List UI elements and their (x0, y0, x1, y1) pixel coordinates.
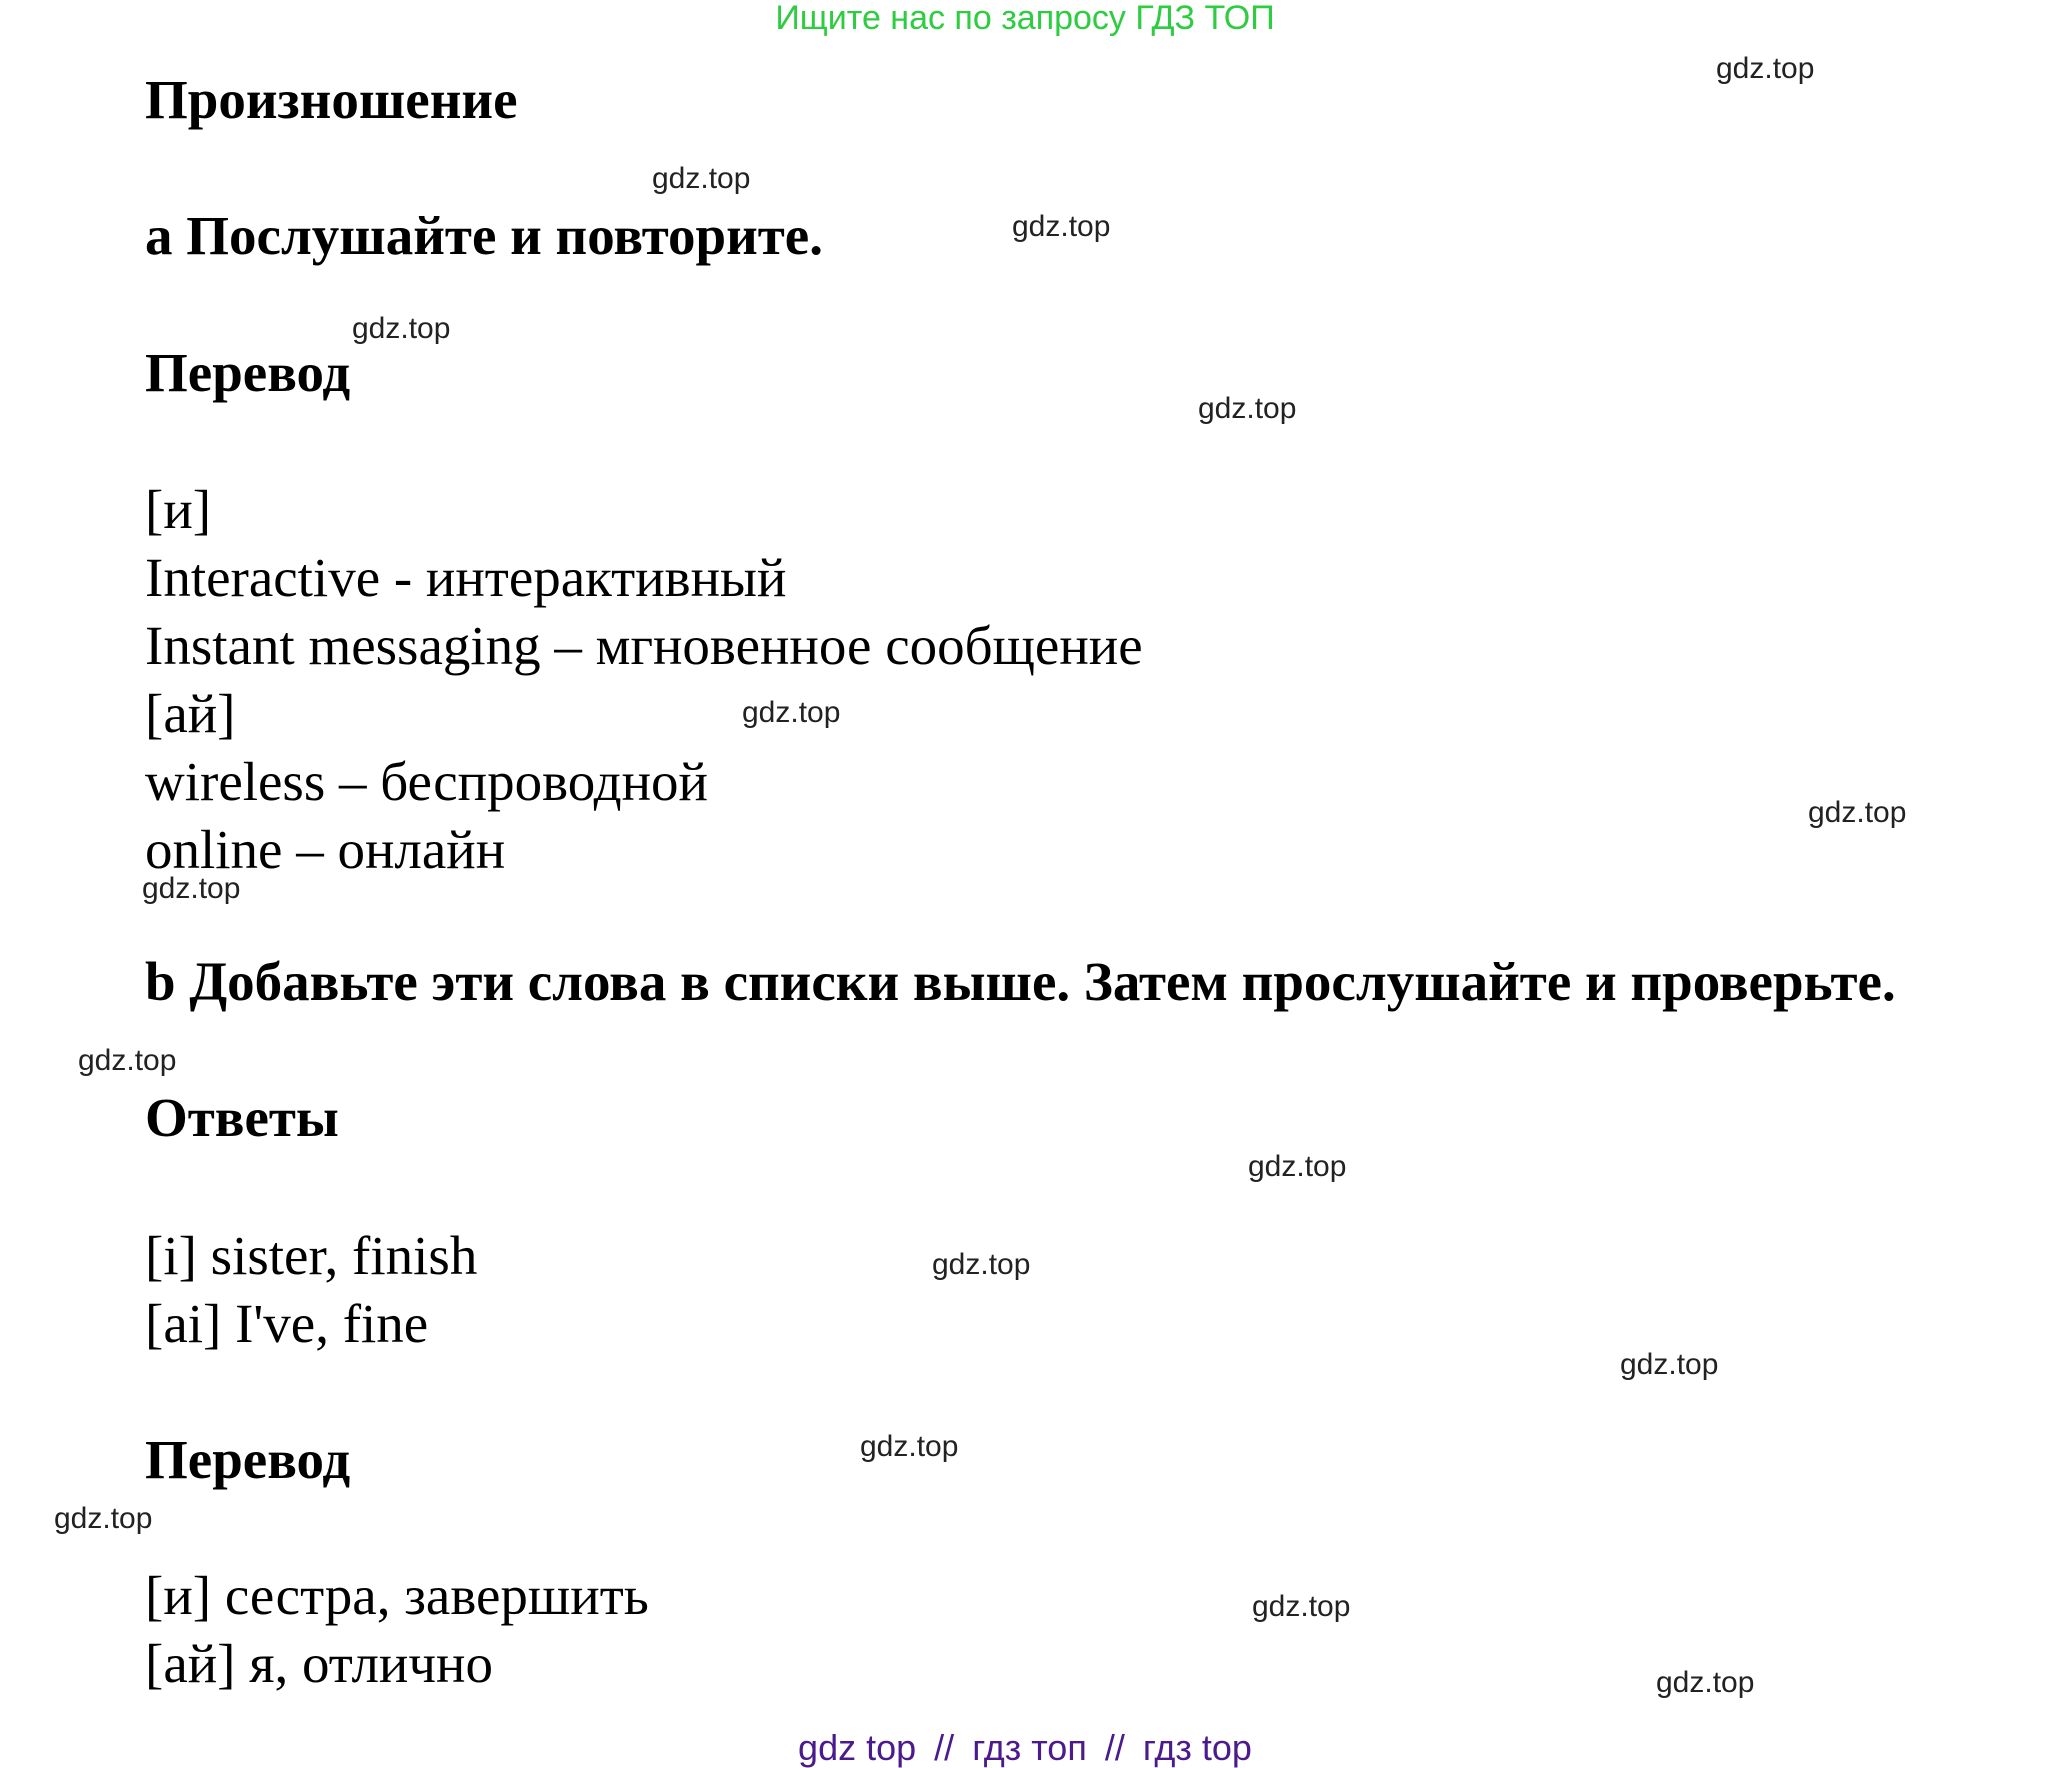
watermark: gdz.top (742, 696, 841, 729)
part-a-translation-heading: Перевод (145, 342, 351, 403)
watermark: gdz.top (1656, 1666, 1755, 1699)
watermark: gdz.top (1198, 392, 1297, 425)
top-banner[interactable]: Ищите нас по запросу ГДЗ ТОП (775, 0, 1275, 37)
watermark: gdz.top (1252, 1590, 1351, 1623)
part-a-line-1: [и] (145, 479, 212, 540)
answer-line-1: [i] sister, finish (145, 1225, 478, 1286)
watermark: gdz.top (142, 872, 241, 905)
watermark: gdz.top (652, 162, 751, 195)
translation-line-2: [ай] я, отлично (145, 1633, 493, 1694)
footer-link-gdz-top-mixed[interactable]: гдз top (1142, 1727, 1252, 1768)
footer-separator: // (1104, 1727, 1125, 1768)
part-b-instruction: b Добавьте эти слова в списки выше. Затем прослушайте и проверьте. (145, 951, 1896, 1012)
part-a-instruction: a Послушайте и повторите. (145, 205, 823, 266)
watermark: gdz.top (932, 1248, 1031, 1281)
translation-line-1: [и] сестра, завершить (145, 1565, 649, 1626)
answer-line-2: [ai] I've, fine (145, 1293, 429, 1354)
part-b-translation-heading: Перевод (145, 1429, 351, 1490)
watermark: gdz.top (860, 1430, 959, 1463)
footer-link-gdz-top[interactable]: gdz top (798, 1727, 917, 1768)
watermark: gdz.top (1620, 1348, 1719, 1381)
part-a-line-3: Instant messaging – мгновенное сообщение (145, 615, 1143, 676)
watermark: gdz.top (78, 1044, 177, 1077)
answers-heading: Ответы (145, 1087, 339, 1148)
watermark: gdz.top (1248, 1150, 1347, 1183)
part-a-line-4: [ай] (145, 683, 236, 744)
watermark: gdz.top (352, 312, 451, 345)
part-a-line-6: online – онлайн (145, 819, 506, 880)
watermark: gdz.top (1808, 796, 1907, 829)
footer-link-gdz-top-ru[interactable]: гдз топ (972, 1727, 1087, 1768)
part-a-line-2: Interactive - интерактивный (145, 547, 787, 608)
footer-links (0, 1728, 2050, 1768)
footer-separator: // (934, 1727, 955, 1768)
watermark: gdz.top (1716, 52, 1815, 85)
section-title: Произношение (145, 69, 518, 130)
watermark: gdz.top (54, 1502, 153, 1535)
part-a-line-5: wireless – беспроводной (145, 751, 708, 812)
watermark: gdz.top (1012, 210, 1111, 243)
